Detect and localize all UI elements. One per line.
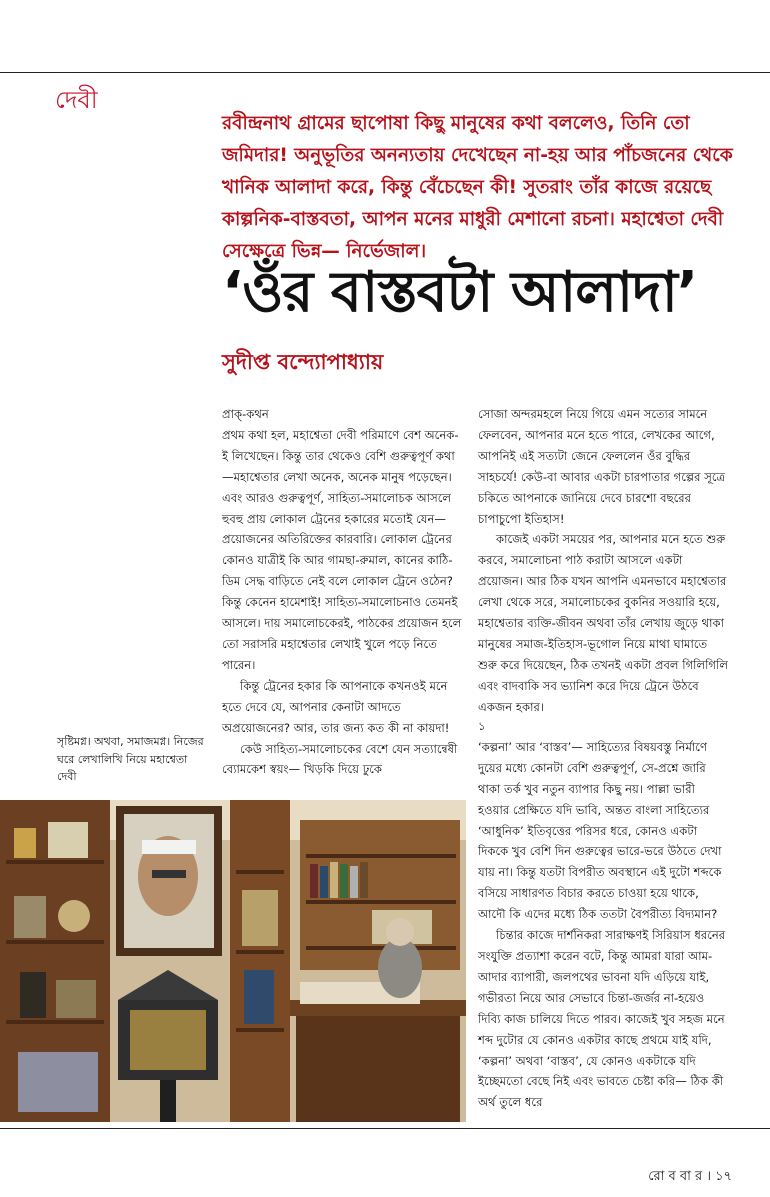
paragraph: কিন্তু ট্রেনের হকার কি আপনাকে কখনওই মনে হতে দেবে যে, আপনার কেনাটা আদতে অপ্রয়োজনের? আর, তার জন্য কত কী না কায়দা! bbox=[222, 678, 450, 735]
byline: সুদীপ্ত বন্দ্যোপাধ্যায় bbox=[222, 350, 384, 374]
paragraph: প্রথম কথা হল, মহাশ্বেতা দেবী পরিমাণে বেশ অনেক-ই লিখেছেন। কিন্তু তার থেকেও বেশি গুরুত্বপূর্ণ কথা—মহাশ্বেতার লেখা অনেক, অনেক মানুষ পড়েছেন। এবং আরও গুরুত্বপূর্ণ, সাহিত্য-সমালোচক আসলে হুবহু প্রায় লোকাল ট্রেনের হকারের মতোই যেন— প্রয়োজনের অতিরিক্তের কারবারি। লোকাল ট্রেনের কোনও যাত্রীই কি আর গামছা-রুমাল, কানের কাঠি-ডিম সেদ্ধ বাড়িতে নেই বলে লোকাল ট্রেনে ওঠেন? কিন্তু কেনেন হামেশাই! সাহিত্য-সমালোচনাও তেমনই আসলে। দায় সমালোচকেরই, পাঠকের প্রয়োজন হলে তো সরাসরি মহাশ্বেতার লেখাই খুলে পড়ে নিতে পারেন। bbox=[222, 427, 462, 672]
column-2-section-1 bbox=[478, 716, 728, 1113]
column-1 bbox=[222, 404, 464, 780]
paragraph: সোজা অন্দরমহলে নিয়ে গিয়ে এমন সত্যের সামনে ফেলবেন, আপনার মনে হতে পারে, লেখকের আগে, আপনিই এই সত্যটা জেনে ফেললেন ওঁর বুদ্ধির সাহচর্যে! কেউ-বা আবার একটা চারপাতার গল্পের সূত্রে চকিতে আপনাকে জানিয়ে দেবে চারশো বছরের চাপাচুপো ইতিহাস! bbox=[478, 407, 726, 526]
page-folio: রো ব বা র । ১৭ bbox=[648, 1169, 732, 1184]
bottom-rule bbox=[0, 1128, 770, 1129]
photo-illustration bbox=[0, 800, 466, 1122]
paragraph: ‘কল্পনা’ আর ‘বাস্তব’— সাহিত্যের বিষয়বস্তু নির্মাণে দুয়ের মধ্যে কোনটা বেশি গুরুত্বপূর্ণ, সে-প্রশ্নে জারি থাকা তর্ক খুব নতুন ব্যাপার কিছু নয়। পাল্লা ভারী হওয়ার প্রেক্ষিতে যদি ভাবি, অন্তত বাংলা সাহিত্যের ‘আধুনিক’ ইতিবৃত্তের পরিসর ধরে, কোনও একটা দিককে খুব বেশি দিন গুরুত্বের ভারে-ভরে উঠতে দেখা যায় না। কিন্তু যতটা বিপরীত অবস্থানে এই দুটো শব্দকে বসিয়ে সাধারণত বিচার করতে চাওয়া হয়ে থাকে, আদৌ কি এদের মধ্যে ঠিক ততটা বৈপরীত্য বিদ্যমান? bbox=[478, 739, 722, 922]
headline: ‘ওঁর বাস্তবটা আলাদা’ bbox=[222, 260, 698, 325]
column-2 bbox=[478, 404, 728, 718]
paragraph: কাজেই একটা সময়ের পর, আপনার মনে হতে শুরু করবে, সমালোচনা পাঠ করাটা আসলে একটা প্রয়োজন। আর ঠিক যখন আপনি এমনভাবে মহাশ্বেতার লেখা থেকে সরে, সমালোচকের বুকনির সওয়ারি হয়ে, মহাশ্বেতার ব্যক্তি-জীবন অথবা তাঁর লেখায় জুড়ে থাকা মানুষের সমাজ-ইতিহাস-ভূগোল নিয়ে মাথা ঘামাতে শুরু করে দিয়েছেন, ঠিক তখনই একটা প্রবল গিলিগিলি এবং বাদবাকি সব ভ্যানিশ করে দিয়ে ট্রেনে উঠবে একজন হকার। bbox=[478, 532, 728, 714]
paragraph: চিন্তার কাজে দার্শনিকরা সারাক্ষণই সিরিয়াস ধরনের সংযুক্তি প্রত্যাশা করেন বটে, কিন্তু আমরা যারা আম-আদার ব্যাপারী, জলপথের ভাবনা যদি এড়িয়ে যাই, গভীরতা নিয়ে আর সেভাবে চিন্তা-জর্জর না-হয়েও দিব্যি কাজ চালিয়ে দিতে পারব। কাজেই খুব সহজ মনে শব্দ দুটোর যে কোনও একটার কাছে প্রথমে যাই যদি, ‘কল্পনা’ অথবা ‘বাস্তব’, যে কোনও একটাকে যদি ইচ্ছেমতো বেছে নিই এবং ভাবতে চেষ্টা করি— ঠিক কী অর্থ তুলে ধরে bbox=[478, 928, 726, 1110]
section-number: ১ bbox=[478, 719, 486, 733]
subheading-prologue: প্রাক্-কথন bbox=[222, 407, 269, 421]
paragraph: কেউ সাহিত্য-সমালোচকের বেশে যেন সত্যান্বেষী ব্যোমকেশ স্বয়ং— খিড়কি দিয়ে ঢুকে bbox=[222, 741, 458, 777]
section-label: দেবী bbox=[55, 86, 98, 114]
photo-writer-at-desk bbox=[0, 800, 466, 1122]
intro-deck: রবীন্দ্রনাথ গ্রামের ছাপোষা কিছু মানুষের কথা বললেও, তিনি তো জমিদার! অনুভূতির অনন্যতায় দেখেছেন না-হয় আর পাঁচজনের থেকে খানিক আলাদা করে, কিন্তু বেঁচেছেন কী! সুতরাং তাঁর কাজে রয়েছে কাল্পনিক-বাস্তবতা, আপন মনের মাধুরী মেশানো রচনা। মহাশ্বেতা দেবী সেক্ষেত্রে ভিন্ন— নির্ভেজাল। bbox=[222, 113, 733, 262]
top-rule bbox=[0, 72, 770, 73]
photo-caption: সৃষ্টিমগ্ন। অথবা, সমাজমগ্ন। নিজের ঘরে লেখালিখি নিয়ে মহাশ্বেতা দেবী bbox=[57, 735, 204, 783]
